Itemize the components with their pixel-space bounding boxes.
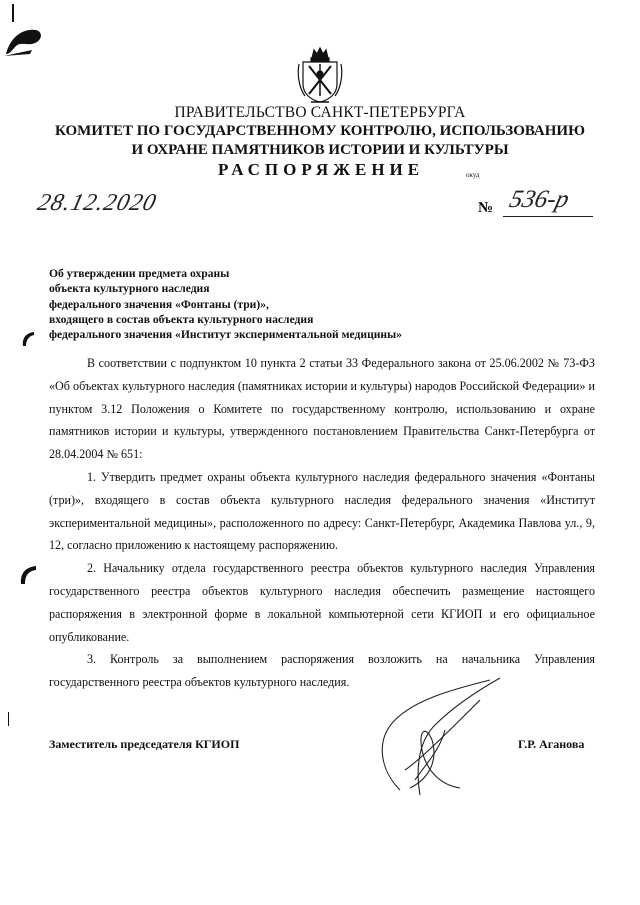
order-body [49,352,595,694]
paragraph-item-3: 3. Контроль за выполнением распоряжения возложить на начальника Управления государственного реестра объектов культурного наследия. [49,652,595,690]
signer-title: Заместитель председателя КГИОП [49,737,240,751]
committee-line: КОМИТЕТ ПО ГОСУДАРСТВЕННОМУ КОНТРОЛЮ, ИСПОЛЬЗОВАНИЮ [55,123,585,139]
signer-name: Г.Р. Аганова [518,737,585,751]
government-name: ПРАВИТЕЛЬСТВО САНКТ-ПЕТЕРБУРГА [174,104,466,121]
order-date: 28.12.2020 [34,190,160,216]
subject-line: объекта культурного наследия [49,282,210,296]
scan-mark-top [12,4,14,22]
scan-mark-side [8,712,9,726]
okud-label: окуд [466,171,480,179]
order-number: 536-р [506,186,572,213]
paragraph-preamble: В соответствии с подпунктом 10 пункта 2 статьи 33 Федерального закона от 25.06.2002 № 73-ФЗ «Об объектах культурного наследия (памятниках истории и культуры) народов Российской Федерации» и пунктом 3.12 Положения о Комитете по государственному контролю, использованию и охране памятников истории и культуры, утвержденного постановлением Правительства Санкт-Петербурга от 28.04.2004 № 651: [49,356,595,462]
committee-name [0,122,640,160]
coat-of-arms-icon [297,44,343,106]
order-subject [49,266,469,342]
scan-mark-left-2 [18,564,38,588]
subject-line: входящего в состав объекта культурного наследия [49,312,314,326]
handwritten-signature [360,670,510,800]
paragraph-item-1: 1. Утвердить предмет охраны объекта культурного наследия федерального значения «Фонтаны (три)», входящего в состав объекта культурного наследия федерального значения «Институт экспериментальной медицины», расположенного по адресу: Санкт-Петербург, Академика Павлова ул., 9, 12, согласно приложению к настоящему распоряжению. [49,469,595,553]
order-number-underline [503,216,593,217]
document-type: РАСПОРЯЖЕНИЕ [218,160,425,179]
order-number-label: № [478,200,494,216]
subject-line: федерального значения «Институт экспериментальной медицины» [49,328,402,342]
subject-line: федерального значения «Фонтаны (три)», [49,297,269,311]
scan-mark-left-1 [20,330,36,350]
scan-blot-icon [2,24,46,58]
paragraph-item-2: 2. Начальнику отдела государственного реестра объектов культурного наследия Управления государственного реестра объектов культурного наследия обеспечить размещение настоящего распоряжения в электронной форме в локальной компьютерной сети КГИОП и его официальное опубликование. [49,561,595,644]
committee-line: И ОХРАНЕ ПАМЯТНИКОВ ИСТОРИИ И КУЛЬТУРЫ [131,142,509,158]
subject-line: Об утверждении предмета охраны [49,267,230,280]
